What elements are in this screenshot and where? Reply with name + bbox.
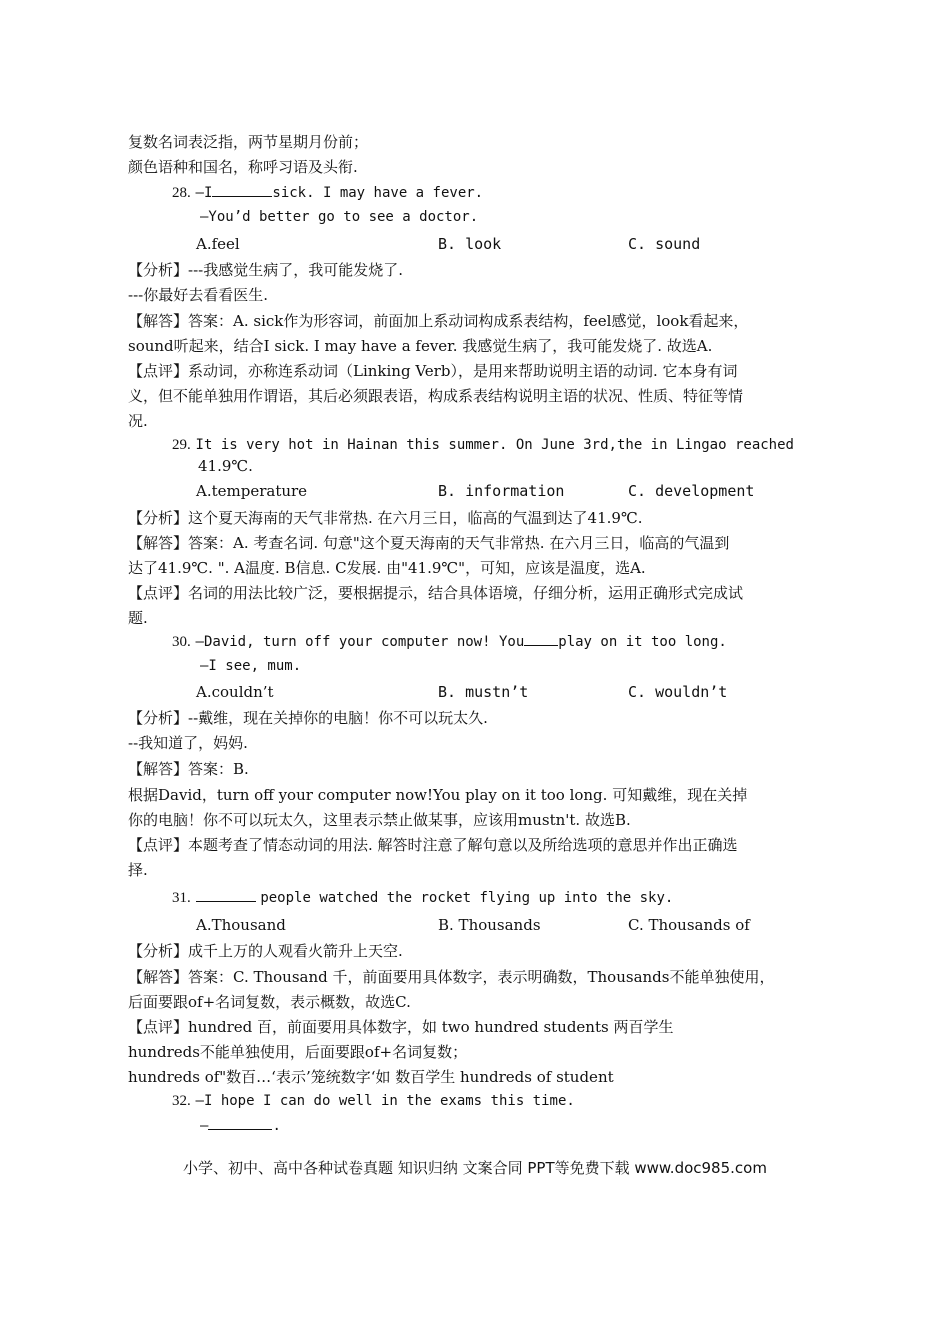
page-footer: 小学、初中、高中各种试卷真题 知识归纳 文案合同 PPT等免费下载 www.doc985.com: [183, 1159, 767, 1177]
question-31-option-a: A.Thousand: [196, 916, 286, 934]
question-28-analysis-2: ---你最好去看看医生.: [128, 286, 268, 304]
question-29-comment-1: 【点评】名词的用法比较广泛，要根据提示，结合具体语境，仔细分析，运用正确形式完成试: [128, 584, 744, 602]
question-31-comment-2: hundreds不能单独使用，后面要跟of+名词复数；: [128, 1043, 468, 1061]
question-number: 29.: [172, 437, 191, 453]
question-32-stem: 32. —I hope I can do well in the exams this time.: [172, 1093, 575, 1109]
answer-blank: [208, 1115, 272, 1130]
question-30-answer-head: 【解答】答案：B.: [128, 760, 249, 778]
question-29-answer-1: 【解答】答案：A. 考查名词. 句意"这个夏天海南的天气非常热. 在六月三日，临高的气温到: [128, 534, 730, 552]
question-30-comment-2: 择.: [128, 861, 148, 879]
question-31-stem: 31. people watched the rocket flying up into the sky.: [172, 887, 673, 908]
question-28-analysis-1: 【分析】---我感觉生病了，我可能发烧了.: [128, 261, 403, 279]
question-30-option-a: A.couldn’t: [196, 683, 274, 701]
question-30-answer-2: 你的电脑！你不可以玩太久，这里表示禁止做某事，应该用mustn't. 故选B.: [128, 811, 631, 829]
question-31-comment-1: 【点评】hundred 百，前面要用具体数字，如 two hundred students 两百学生: [128, 1018, 674, 1036]
question-30-stem: 30. —David, turn off your computer now! You play on it too long.: [172, 631, 727, 652]
question-31-comment-3: hundreds of"数百…‘表示’笼统数字‘如 数百学生 hundreds of student: [128, 1068, 614, 1086]
question-29-comment-2: 题.: [128, 609, 148, 627]
question-28-stem: 28. —I sick. I may have a fever.: [172, 182, 483, 203]
question-30-option-c: C. wouldn’t: [628, 683, 728, 701]
intro-line-2: 颜色语种和国名，称呼习语及头衔.: [128, 158, 358, 176]
question-31-option-c: C. Thousands of: [628, 916, 750, 934]
answer-blank: [524, 631, 558, 646]
question-31-answer-2: 后面要跟of+名词复数，表示概数，故选C.: [128, 993, 411, 1011]
question-28-option-c: C. sound: [628, 235, 701, 253]
question-31-answer-1: 【解答】答案：C. Thousand 千，前面要用具体数字，表示明确数，Thousands不能单独使用，: [128, 968, 775, 986]
question-28-comment-2: 义，但不能单独用作谓语，其后必须跟表语，构成系表结构说明主语的状况、性质、特征等情: [128, 387, 744, 405]
question-28-comment-3: 况.: [128, 412, 148, 430]
answer-blank: [196, 887, 256, 902]
question-29-answer-2: 达了41.9℃. ". A温度. B信息. C发展. 由"41.9℃"，可知，应该是温度，选A.: [128, 559, 646, 577]
question-29-option-c: C. development: [628, 482, 755, 500]
question-30-option-b: B. mustn’t: [438, 683, 529, 701]
question-number: 32.: [172, 1093, 191, 1109]
question-29-analysis: 【分析】这个夏天海南的天气非常热. 在六月三日，临高的气温到达了41.9℃.: [128, 509, 643, 527]
question-29-stem-2: 41.9℃.: [198, 457, 253, 475]
question-29-option-b: B. information: [438, 482, 565, 500]
question-28-reply: —You’d better go to see a doctor.: [200, 209, 479, 225]
question-29-option-a: A.temperature: [196, 482, 308, 500]
question-29-stem: 29. It is very hot in Hainan this summer. On June 3rd,the in Lingao reached: [172, 437, 794, 453]
question-30-reply: —I see, mum.: [200, 658, 302, 674]
question-number: 30.: [172, 634, 191, 650]
question-30-analysis-1: 【分析】--戴维，现在关掉你的电脑！你不可以玩太久.: [128, 709, 488, 727]
question-30-analysis-2: --我知道了，妈妈.: [128, 734, 248, 752]
question-number: 31.: [172, 890, 191, 906]
question-28-answer-1: 【解答】答案：A. sick作为形容词，前面加上系动词构成系表结构，feel感觉，look看起来，: [128, 312, 749, 330]
question-28-comment-1: 【点评】系动词，亦称连系动词（Linking Verb），是用来帮助说明主语的动词. 它本身有词: [128, 362, 738, 380]
question-31-option-b: B. Thousands: [438, 916, 541, 934]
question-30-answer-1: 根据David，turn off your computer now!You play on it too long. 可知戴维，现在关掉: [128, 786, 748, 804]
answer-blank: [212, 182, 272, 197]
question-number: 28.: [172, 185, 191, 201]
question-30-comment-1: 【点评】本题考查了情态动词的用法. 解答时注意了解句意以及所给选项的意思并作出正确选: [128, 836, 738, 854]
question-28-option-b: B. look: [438, 235, 502, 253]
question-28-answer-2: sound听起来，结合I sick. I may have a fever. 我感觉生病了，我可能发烧了. 故选A.: [128, 337, 713, 355]
question-28-option-a: A.feel: [196, 235, 240, 253]
question-31-analysis: 【分析】成千上万的人观看火箭升上天空.: [128, 942, 403, 960]
question-32-reply: — .: [200, 1115, 281, 1136]
intro-line-1: 复数名词表泛指，两节星期月份前；: [128, 133, 369, 151]
